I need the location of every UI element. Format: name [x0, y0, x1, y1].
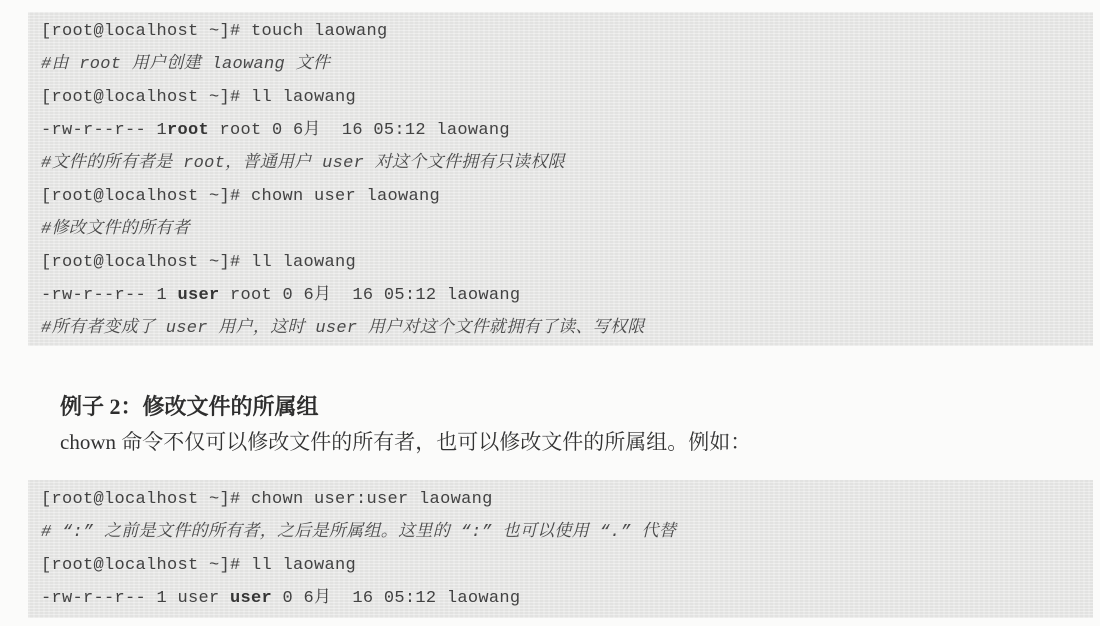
- output-rest-text: root 0 6月 16 05:12 laowang: [219, 286, 521, 305]
- code-comment-owner-changed: #所有者变成了 user 用户，这时 user 用户对这个文件就拥有了读、写权限: [41, 319, 645, 338]
- code-line-ll-output-group: [41, 582, 1093, 615]
- output-permissions-text: -rw-r--r-- 1: [41, 286, 178, 305]
- terminal-code-block-1: [28, 12, 1093, 346]
- output-group-bold: user: [230, 589, 273, 608]
- code-comment-change-owner: #修改文件的所有者: [41, 220, 190, 239]
- output-owner-bold: root: [167, 121, 210, 140]
- code-comment-owner-root: #文件的所有者是 root，普通用户 user 对这个文件拥有只读权限: [41, 154, 565, 173]
- code-line-ll-command-3: [root@localhost ~]# ll laowang: [41, 556, 357, 575]
- output-rest-text: root 0 6月 16 05:12 laowang: [209, 121, 510, 140]
- example-2-paragraph: chown 命令不仅可以修改文件的所有者，也可以修改文件的所属组。例如：: [60, 430, 752, 454]
- output-permissions-text: -rw-r--r-- 1 user: [41, 589, 231, 608]
- example-2-heading: 例子 2：修改文件的所属组: [60, 394, 319, 419]
- code-line-ll-output-root: [41, 114, 1093, 147]
- output-permissions-text: -rw-r--r-- 1: [41, 121, 168, 140]
- code-comment-colon-explanation: # “:” 之前是文件的所有者，之后是所属组。这里的 “:” 也可以使用 “.” 代替: [41, 523, 677, 542]
- code-line-ll-command: [root@localhost ~]# ll laowang: [41, 88, 357, 107]
- output-owner-bold: user: [177, 286, 220, 305]
- code-line-ll-command-2: [root@localhost ~]# ll laowang: [41, 253, 357, 272]
- code-line-ll-output-user: [41, 279, 1093, 312]
- output-rest-text: 0 6月 16 05:12 laowang: [272, 589, 521, 608]
- code-line-chown-command: [root@localhost ~]# chown user laowang: [41, 187, 441, 206]
- code-line-chown-group-command: [root@localhost ~]# chown user:user laowang: [41, 490, 493, 509]
- terminal-code-block-2: [28, 480, 1093, 618]
- code-comment-create-file: #由 root 用户创建 laowang 文件: [41, 55, 331, 74]
- code-line-touch-command: [root@localhost ~]# touch laowang: [41, 22, 388, 41]
